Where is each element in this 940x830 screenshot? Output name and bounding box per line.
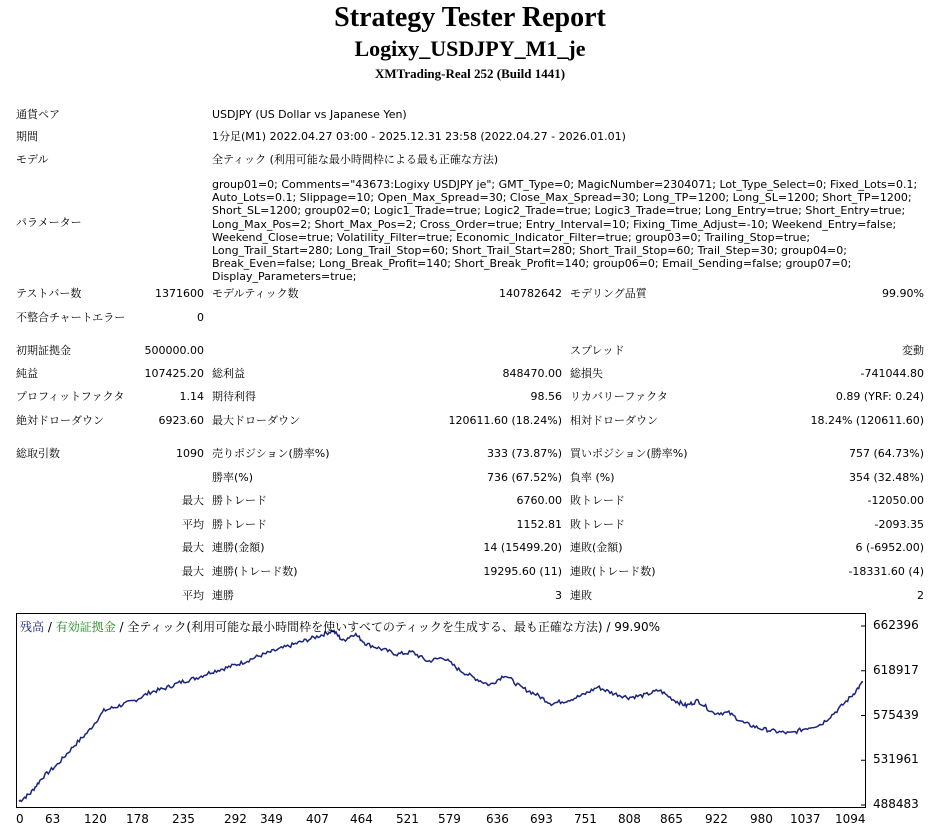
y-tick-label: 662396 — [873, 618, 919, 632]
report-server: XMTrading-Real 252 (Build 1441) — [374, 66, 566, 81]
quality-value: 99.90% — [882, 287, 924, 300]
win-rate-value: 736 (67.52%) — [486, 471, 562, 484]
x-tick-label: 751 — [574, 812, 597, 826]
mismatch-value: 0 — [197, 311, 204, 324]
max-loss-label: 敗トレード — [570, 494, 625, 507]
chart-legend — [20, 618, 660, 635]
chart-plot — [17, 614, 865, 807]
quality-label: モデリング品質 — [570, 287, 647, 300]
pf-label: プロフィットファクタ — [16, 390, 125, 403]
gross-profit-value: 848470.00 — [502, 367, 562, 380]
ticks-value: 140782642 — [499, 287, 562, 300]
pf-value: 1.14 — [179, 390, 204, 403]
trades-value: 1090 — [176, 447, 204, 460]
avg-win-label: 勝トレード — [212, 518, 267, 531]
x-tick-label: 235 — [172, 812, 195, 826]
mismatch-label: 不整合チャートエラー — [16, 311, 126, 324]
x-tick-label: 120 — [84, 812, 107, 826]
avg-label-2: 平均 — [182, 589, 204, 602]
max-label: 最大 — [182, 494, 204, 507]
short-value: 333 (73.87%) — [486, 447, 562, 460]
avg-cons-win-label: 連勝 — [212, 589, 234, 602]
model-label: モデル — [16, 153, 49, 166]
avg-label: 平均 — [182, 518, 204, 531]
loss-rate-value: 354 (32.48%) — [848, 471, 924, 484]
x-tick-label: 579 — [438, 812, 461, 826]
cons-loss-cnt-label: 連敗(トレード数) — [570, 565, 656, 578]
y-tick-label: 618917 — [873, 662, 919, 677]
cons-loss-amt-label: 連敗(金額) — [570, 541, 623, 554]
cons-win-amt-value: 14 (15499.20) — [483, 541, 562, 554]
recovery-label: リカバリーファクタ — [570, 390, 668, 403]
x-tick-label: 808 — [618, 812, 641, 826]
params-value: group01=0; Comments="43673:Logixy USDJPY je"; GMT_Type=0; MagicNumber=2304071; Lot_Type_Select=0; Fixed_Lots=0.1; Auto_Lots=0.1; Slippage=10; Open_Max_Spread=30; Close_Max_Spread=30; Long_TP=1200; Long_SL=1200; Short_TP=1200; Short_SL=1200; group02=0; Logic1_Trade=true; Logic2_Trade=true; Logic3_Trade=true; Long_Entry=true; Short_Entry=true; Long_Max_Pos=2; Short_Max_Pos=2; Cross_Order=true; Entry_Interval=10; Fixing_Time_Adjust=-10; Weekend_Entry=false; Weekend_Close=true; Volatility_Filter=true; Economic_Indicator_Filter=true; group03=0; Trailing_Stop=true; Long_Trail_Start=280; Long_Trail_Stop=60; Short_Trail_Start=280; Short_Trail_Stop=60; Trail_Step=30; group04=0; Break_Even=false; Long_Break_Profit=140; Short_Break_Profit=140; group06=0; Email_Sending=false; group07=0; Display_Parameters=true; — [212, 178, 918, 284]
avg-win-value: 1152.81 — [516, 518, 562, 531]
x-tick-label: 922 — [705, 812, 728, 826]
expected-value: 98.56 — [530, 390, 562, 403]
rel-dd-value: 18.24% (120611.60) — [810, 414, 924, 427]
x-tick-label: 1037 — [790, 812, 821, 826]
win-rate-label: 勝率(%) — [212, 471, 254, 484]
net-label: 純益 — [16, 367, 38, 380]
x-tick-label: 980 — [750, 812, 773, 826]
x-tick-label: 292 — [224, 812, 247, 826]
x-tick-label: 178 — [126, 812, 149, 826]
max-dd-label: 最大ドローダウン — [212, 414, 300, 427]
max-win-value: 6760.00 — [516, 494, 562, 507]
max-loss-value: -12050.00 — [867, 494, 924, 507]
x-tick-label: 636 — [486, 812, 509, 826]
max-label-3: 最大 — [182, 565, 204, 578]
deposit-value: 500000.00 — [144, 344, 204, 357]
x-tick-label: 1094 — [835, 812, 866, 826]
short-label: 売りポジション(勝率%) — [212, 447, 330, 460]
avg-loss-label: 敗トレード — [570, 518, 625, 531]
legend-equity: 有効証拠金 — [55, 620, 116, 634]
symbol-value: USDJPY (US Dollar vs Japanese Yen) — [212, 108, 407, 121]
legend-rest: / 全ティック(利用可能な最小時間枠を使いすべてのティックを生成する、最も正確な方法) / 99.90% — [115, 620, 661, 634]
deposit-label: 初期証拠金 — [16, 344, 71, 357]
long-label: 買いポジション(勝率%) — [570, 447, 688, 460]
max-dd-value: 120611.60 (18.24%) — [448, 414, 562, 427]
max-label-2: 最大 — [182, 541, 204, 554]
trades-label: 総取引数 — [16, 447, 60, 460]
net-value: 107425.20 — [144, 367, 204, 380]
balance-line — [19, 630, 863, 801]
gross-loss-label: 総損失 — [570, 367, 603, 380]
y-tick-label: 575439 — [873, 707, 919, 722]
params-label: パラメーター — [16, 216, 82, 229]
period-value: 1分足(M1) 2022.04.27 03:00 - 2025.12.31 23:58 (2022.04.27 - 2026.01.01) — [212, 130, 626, 143]
report-title: Strategy Tester Report — [334, 2, 606, 33]
legend-balance: 残高 — [20, 620, 45, 634]
long-value: 757 (64.73%) — [848, 447, 924, 460]
x-tick-label: 407 — [306, 812, 329, 826]
spread-label: スプレッド — [570, 344, 625, 357]
cons-win-amt-label: 連勝(金額) — [212, 541, 265, 554]
gross-profit-label: 総利益 — [212, 367, 245, 380]
balance-chart — [16, 613, 866, 808]
model-value: 全ティック (利用可能な最小時間枠による最も正確な方法) — [212, 153, 499, 166]
abs-dd-label: 絶対ドローダウン — [16, 414, 104, 427]
avg-cons-loss-label: 連敗 — [570, 589, 592, 602]
y-tick-label: 488483 — [873, 797, 919, 811]
cons-win-cnt-label: 連勝(トレード数) — [212, 565, 298, 578]
report-subtitle: Logixy_USDJPY_M1_je — [354, 36, 586, 61]
x-tick-label: 63 — [45, 812, 61, 826]
avg-loss-value: -2093.35 — [874, 518, 924, 531]
avg-cons-loss-value: 2 — [917, 589, 924, 602]
spread-value: 変動 — [902, 344, 924, 357]
recovery-value: 0.89 (YRF: 0.24) — [835, 390, 924, 403]
abs-dd-value: 6923.60 — [158, 414, 204, 427]
x-tick-label: 0 — [16, 812, 24, 826]
symbol-label: 通貨ペア — [16, 108, 60, 121]
x-tick-label: 693 — [530, 812, 553, 826]
y-tick-label: 531961 — [873, 752, 919, 767]
cons-win-cnt-value: 19295.60 (11) — [483, 565, 562, 578]
bars-value: 1371600 — [155, 287, 204, 300]
x-tick-label: 349 — [260, 812, 283, 826]
rel-dd-label: 相対ドローダウン — [570, 414, 658, 427]
bars-label: テストバー数 — [16, 287, 82, 300]
gross-loss-value: -741044.80 — [860, 367, 924, 380]
loss-rate-label: 負率 (%) — [570, 471, 615, 484]
expected-label: 期待利得 — [212, 390, 256, 403]
avg-cons-win-value: 3 — [555, 589, 562, 602]
x-tick-label: 464 — [350, 812, 373, 826]
cons-loss-cnt-value: -18331.60 (4) — [848, 565, 924, 578]
period-label: 期間 — [16, 130, 38, 143]
max-win-label: 勝トレード — [212, 494, 267, 507]
x-tick-label: 521 — [396, 812, 419, 826]
cons-loss-amt-value: 6 (-6952.00) — [855, 541, 924, 554]
ticks-label: モデルティック数 — [212, 287, 299, 300]
legend-sep: / — [44, 620, 56, 634]
x-tick-label: 865 — [660, 812, 683, 826]
